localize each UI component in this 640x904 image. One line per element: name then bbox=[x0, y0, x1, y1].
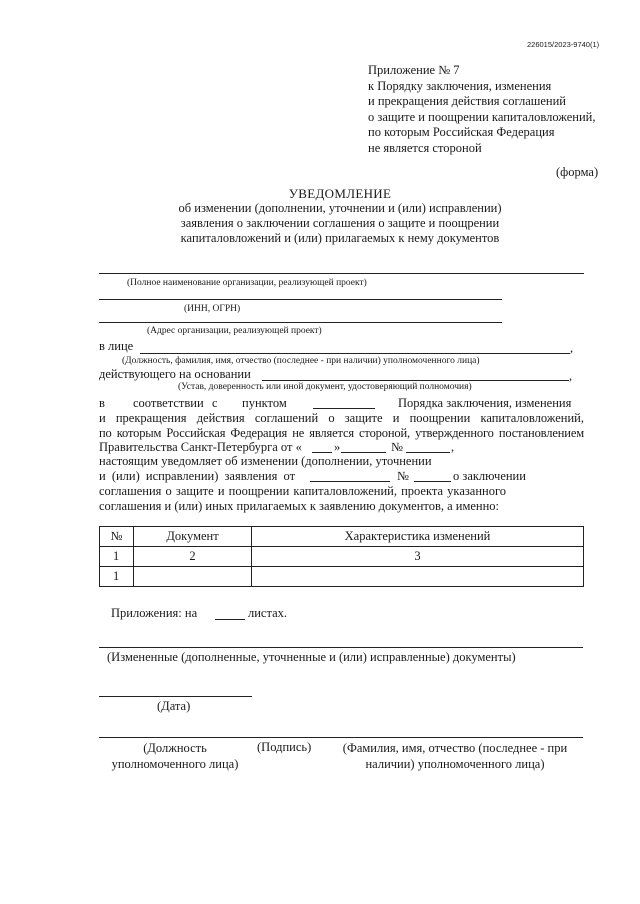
person-caption: (Должность, фамилия, имя, отчество (последнее - при наличии) уполномоченного лица) bbox=[122, 356, 480, 366]
basis-field[interactable] bbox=[262, 380, 569, 381]
org-name-field[interactable] bbox=[99, 273, 584, 274]
body-text: и (или) исправлении) заявления от bbox=[99, 469, 296, 483]
body-word: пунктом bbox=[242, 396, 287, 410]
attachments-sheets-field[interactable] bbox=[215, 619, 245, 620]
decree-month-field[interactable] bbox=[341, 452, 386, 453]
document-title bbox=[100, 186, 580, 246]
body-word: соответствии bbox=[133, 396, 204, 410]
table-cell[interactable] bbox=[134, 567, 252, 587]
title-subtitle: заявления о заключении соглашения о защите и поощрении bbox=[180, 216, 500, 230]
table-header-row bbox=[100, 527, 584, 547]
changed-docs-field[interactable] bbox=[99, 647, 583, 648]
org-name-caption: (Полное наименование организации, реализующей проект) bbox=[127, 278, 367, 288]
clause-field[interactable] bbox=[313, 408, 375, 409]
table-row bbox=[100, 547, 584, 567]
sign-caption: (Подпись) bbox=[257, 740, 312, 754]
position-caption-line: уполномоченного лица) bbox=[111, 757, 239, 771]
body-text: Порядка заключения, изменения bbox=[398, 396, 572, 410]
column-header: Характеристика изменений bbox=[252, 527, 584, 547]
appendix-line: Приложение № 7 bbox=[368, 63, 460, 77]
body-text: , bbox=[451, 440, 455, 454]
body-text: № bbox=[391, 440, 403, 454]
appendix-line: и прекращения действия соглашений bbox=[368, 94, 566, 109]
column-header: Документ bbox=[134, 527, 252, 547]
body-text: о заключении bbox=[453, 469, 526, 483]
table-cell[interactable] bbox=[252, 567, 584, 587]
body-word: с bbox=[212, 396, 218, 410]
column-header: № bbox=[100, 527, 134, 547]
table-cell[interactable]: 3 bbox=[252, 547, 584, 567]
in-person-label: в лице bbox=[99, 339, 134, 353]
body-line: по которым Российская Федерация не является стороной, утвержденного постановлением bbox=[99, 426, 584, 440]
comma: , bbox=[570, 341, 574, 355]
document-id: 226015/2023-9740(1) bbox=[527, 40, 600, 49]
appendix-line: не является стороной bbox=[368, 140, 482, 155]
body-text: № bbox=[397, 469, 409, 483]
body-line: и прекращения действия соглашений о защите и поощрении капиталовложений, bbox=[99, 411, 584, 425]
application-number-field[interactable] bbox=[414, 481, 451, 482]
changes-table bbox=[99, 526, 584, 587]
application-date-field[interactable] bbox=[310, 481, 390, 482]
appendix-line: к Порядку заключения, изменения bbox=[368, 78, 552, 93]
position-caption bbox=[105, 740, 245, 772]
table-cell[interactable]: 1 bbox=[100, 547, 134, 567]
fio-caption-line: наличии) уполномоченного лица) bbox=[365, 757, 545, 771]
appendix-block bbox=[368, 63, 595, 157]
form-mark: (форма) bbox=[556, 165, 599, 179]
fio-caption-line: (Фамилия, имя, отчество (последнее - при bbox=[342, 741, 568, 755]
body-line: настоящим уведомляет об изменении (дополнении, уточнении bbox=[99, 454, 432, 468]
date-caption: (Дата) bbox=[157, 699, 191, 713]
position-caption-line: (Должность bbox=[143, 741, 207, 755]
fio-caption bbox=[330, 740, 580, 772]
attachments-prefix: Приложения: на bbox=[111, 606, 198, 620]
appendix-line: о защите и поощрении капиталовложений, bbox=[368, 109, 596, 124]
body-line: соглашения о защите и поощрении капиталовложений, проекта указанного bbox=[99, 484, 507, 498]
table-row bbox=[100, 567, 584, 587]
decree-number-field[interactable] bbox=[406, 452, 450, 453]
date-field[interactable] bbox=[99, 696, 252, 697]
title-subtitle: капиталовложений и (или) прилагаемых к нему документов bbox=[180, 231, 500, 245]
body-word: в bbox=[99, 396, 105, 410]
acting-label: действующего на основании bbox=[99, 367, 251, 381]
inn-caption: (ИНН, ОГРН) bbox=[184, 304, 241, 314]
decree-day-field[interactable] bbox=[312, 452, 332, 453]
body-text: » bbox=[334, 440, 341, 454]
body-line: соглашения и (или) иных прилагаемых к заявлению документов, а именно: bbox=[99, 499, 500, 513]
table-cell[interactable]: 2 bbox=[134, 547, 252, 567]
changed-docs-caption: (Измененные (дополненные, уточненные и (или) исправленные) документы) bbox=[107, 650, 516, 664]
basis-caption: (Устав, доверенность или иной документ, удостоверяющий полномочия) bbox=[178, 382, 472, 392]
person-field[interactable] bbox=[140, 353, 570, 354]
inn-field[interactable] bbox=[99, 322, 502, 323]
signature-field[interactable] bbox=[99, 737, 583, 738]
comma: , bbox=[569, 369, 573, 383]
title-subtitle: об изменении (дополнении, уточнении и (или) исправлении) bbox=[178, 201, 502, 215]
address-caption: (Адрес организации, реализующей проект) bbox=[147, 326, 322, 336]
table-cell[interactable]: 1 bbox=[100, 567, 134, 587]
attachments-suffix: листах. bbox=[248, 606, 288, 620]
body-text: Правительства Санкт-Петербурга от « bbox=[99, 440, 302, 454]
title-heading: УВЕДОМЛЕНИЕ bbox=[288, 186, 392, 201]
org-name-field-2[interactable] bbox=[99, 299, 502, 300]
appendix-line: по которым Российская Федерация bbox=[368, 125, 555, 140]
